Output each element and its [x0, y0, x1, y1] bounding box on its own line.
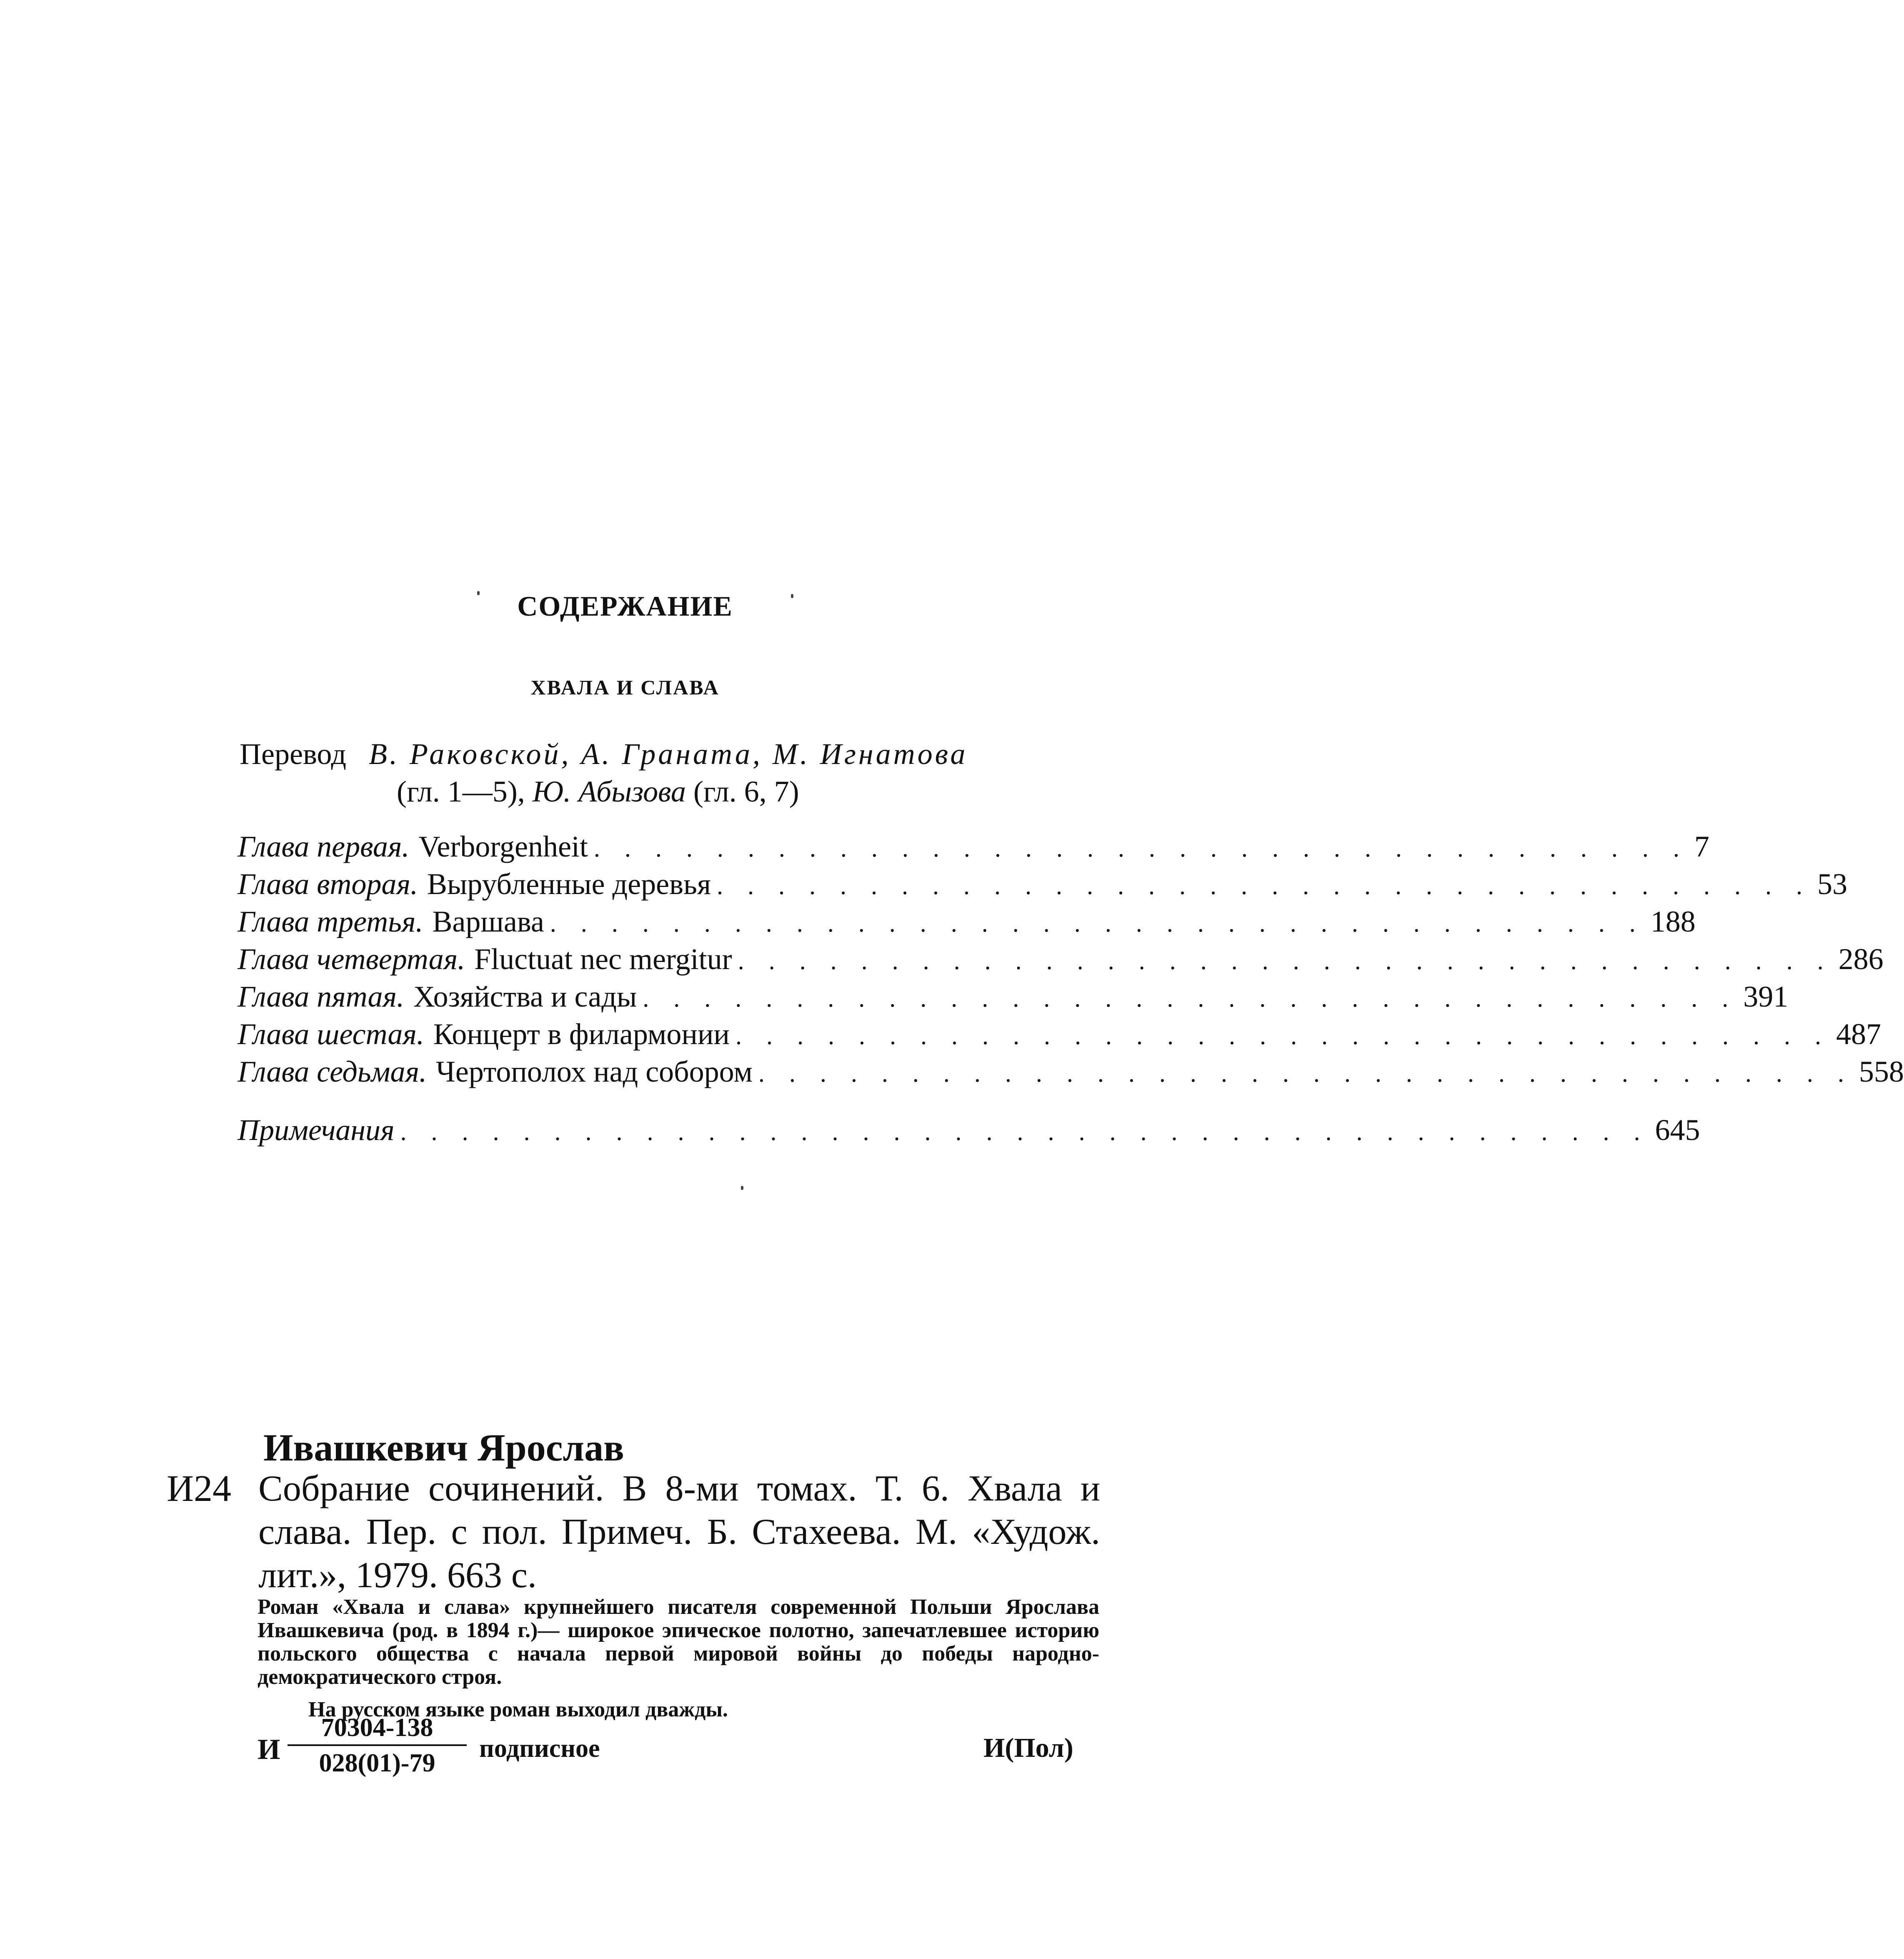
catalog-index-letter: И: [258, 1734, 280, 1766]
toc-entry: [238, 1017, 1881, 1055]
toc-page-number: 645: [1655, 1113, 1700, 1147]
toc-leader: . . . . . . . . . . . . . . . . . . . . . . . . . . . . . . . . . . . .: [735, 1022, 1830, 1050]
toc-entry: [238, 904, 1696, 942]
translators-chapters-a: (гл. 1—5),: [397, 775, 525, 808]
toc-page-number: 558: [1859, 1055, 1904, 1088]
toc-page-number: 487: [1836, 1017, 1881, 1051]
catalog-annotation: Роман «Хвала и слава» крупнейшего писателя современной Польши Ярослава Ивашкевича (род. в 1894 г.)— широкое эпическое полотно, запечатлевшее историю польского общества с начала первой мировой войны до победы народно-демократического строя.: [258, 1595, 1099, 1689]
catalog-subscription: подписное: [479, 1734, 600, 1763]
translators-prefix: Перевод: [240, 737, 346, 771]
toc-page-number: 391: [1743, 980, 1789, 1013]
scan-speck: [791, 594, 793, 598]
toc-page-number: 7: [1694, 830, 1709, 863]
toc-chapter-label: Глава первая.: [238, 830, 410, 863]
toc-chapter-title: Verborgenheit: [418, 830, 588, 863]
toc-chapter-label: Глава седьмая.: [238, 1055, 427, 1088]
toc-chapter-label: Глава четвертая.: [238, 942, 465, 976]
catalog-classification: И(Пол): [983, 1733, 1073, 1763]
toc-chapter-title: Fluctuat nec mergitur: [474, 942, 732, 976]
toc-entry: [238, 867, 1848, 904]
toc-leader: . . . . . . . . . . . . . . . . . . . . . . . . . . . . . . . . . . . .: [550, 909, 1645, 937]
scan-speck: [477, 591, 480, 595]
toc-leader: . . . . . . . . . . . . . . . . . . . . . . . . . . . . . . . . . . . .: [643, 985, 1738, 1012]
toc-chapter-title: Концерт в филармонии: [433, 1017, 730, 1051]
toc-chapter-title: Чертополох над собором: [435, 1055, 753, 1088]
catalog-bibliographic-entry: Собрание сочинений. В 8-ми томах. Т. 6. Хвала и слава. Пер. с пол. Примеч. Б. Стахеева. М. «Худож. лит.», 1979. 663 с.: [258, 1468, 1100, 1596]
toc-chapter-label: Глава вторая.: [238, 867, 418, 901]
fraction-numerator: 70304-138: [288, 1713, 467, 1746]
toc-entry-notes: [238, 1113, 1700, 1150]
catalog-index-fraction: [288, 1713, 467, 1778]
toc-chapter-label: Глава третья.: [238, 905, 423, 938]
catalog-code: И24: [167, 1468, 231, 1509]
scan-speck: [741, 1186, 743, 1190]
toc-page-number: 188: [1650, 905, 1696, 938]
toc-chapter-title: Вырубленные деревья: [427, 867, 711, 901]
toc-leader: . . . . . . . . . . . . . . . . . . . . . . . . . . . . . . . . . . . .: [738, 947, 1833, 974]
translators-line-2: [397, 774, 799, 809]
toc-chapter-title: Варшава: [432, 905, 544, 938]
toc-leader: . . . . . . . . . . . . . . . . . . . . . . . . . . . . . . . . . . . .: [758, 1060, 1853, 1087]
catalog-note: На русском языке роман выходил дважды.: [308, 1698, 728, 1721]
toc-chapter-label: Глава шестая.: [238, 1017, 424, 1051]
toc-leader: . . . . . . . . . . . . . . . . . . . . . . . . . . . . . . . . . . . . . . . . .: [400, 1118, 1649, 1145]
translators-names: В. Раковской, А. Граната, М. Игнатова: [368, 737, 968, 771]
book-title: ХВАЛА И СЛАВА: [530, 676, 720, 699]
translators-chapters-b: (гл. 6, 7): [693, 775, 799, 808]
toc-entry: [238, 942, 1884, 980]
toc-entry: [238, 980, 1789, 1017]
fraction-denominator: 028(01)-79: [319, 1749, 435, 1777]
toc-chapter-label: Глава пятая.: [238, 980, 404, 1013]
toc-page-number: 53: [1817, 867, 1848, 901]
toc-entry: [238, 1055, 1904, 1092]
toc-page-number: 286: [1838, 942, 1884, 976]
translator-name: Ю. Абызова: [532, 775, 686, 808]
catalog-author: Ивашкевич Ярослав: [263, 1426, 624, 1469]
toc-leader: . . . . . . . . . . . . . . . . . . . . . . . . . . . . . . . . . . . .: [593, 834, 1689, 862]
toc-chapter-title: Хозяйства и сады: [413, 980, 637, 1013]
translators-line-1: [240, 737, 968, 772]
contents-heading: СОДЕРЖАНИЕ: [517, 590, 733, 622]
toc-notes-label: Примечания: [238, 1113, 395, 1147]
toc-entry: [238, 829, 1709, 867]
toc-leader: . . . . . . . . . . . . . . . . . . . . . . . . . . . . . . . . . . . .: [717, 872, 1812, 899]
